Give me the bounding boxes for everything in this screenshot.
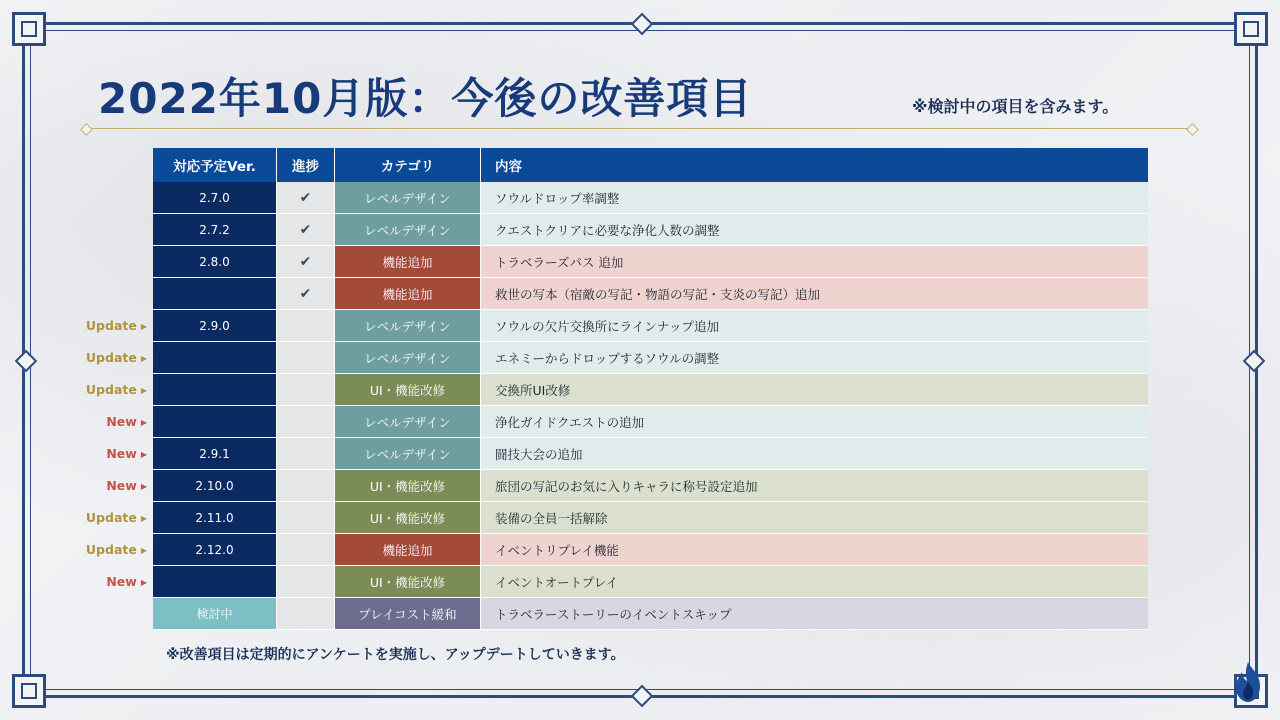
progress-cell — [277, 502, 335, 534]
arrow-right-icon: ▶ — [140, 418, 147, 427]
table-row — [153, 310, 1148, 342]
version-cell: 2.9.0 — [153, 310, 277, 342]
table-row — [153, 470, 1148, 502]
status-tag — [72, 350, 147, 365]
category-cell: レベルデザイン — [335, 310, 481, 342]
header-category: カテゴリ — [335, 148, 481, 182]
content-cell: 闘技大会の追加 — [481, 438, 1148, 470]
progress-cell — [277, 598, 335, 630]
table-row — [153, 342, 1148, 374]
version-cell — [153, 374, 277, 406]
category-cell: レベルデザイン — [335, 214, 481, 246]
category-cell: レベルデザイン — [335, 438, 481, 470]
progress-cell — [277, 470, 335, 502]
table-row — [153, 534, 1148, 566]
version-cell — [153, 278, 277, 310]
table-body — [153, 182, 1148, 630]
arrow-right-icon: ▶ — [140, 450, 147, 459]
progress-cell — [277, 342, 335, 374]
content-cell: 浄化ガイドクエストの追加 — [481, 406, 1148, 438]
table-row — [153, 438, 1148, 470]
progress-cell: ✔ — [277, 246, 335, 278]
version-cell: 検討中 — [153, 598, 277, 630]
arrow-right-icon: ▶ — [140, 386, 147, 395]
status-tag-label: Update — [85, 318, 137, 333]
table-row — [153, 246, 1148, 278]
improvement-table — [153, 148, 1148, 630]
table-row — [153, 598, 1148, 630]
status-tag — [72, 382, 147, 397]
progress-cell — [277, 374, 335, 406]
category-cell: レベルデザイン — [335, 182, 481, 214]
table-row — [153, 374, 1148, 406]
content-cell: ソウルドロップ率調整 — [481, 182, 1148, 214]
version-cell: 2.12.0 — [153, 534, 277, 566]
progress-cell — [277, 438, 335, 470]
category-cell: レベルデザイン — [335, 406, 481, 438]
category-cell: レベルデザイン — [335, 342, 481, 374]
status-tag-label: Update — [85, 382, 137, 397]
status-tag-label: New — [106, 414, 137, 429]
status-tag — [72, 318, 147, 333]
arrow-right-icon: ▶ — [140, 514, 147, 523]
arrow-right-icon: ▶ — [140, 578, 147, 587]
arrow-right-icon: ▶ — [140, 482, 147, 491]
progress-cell — [277, 534, 335, 566]
content-cell: 旅団の写記のお気に入りキャラに称号設定追加 — [481, 470, 1148, 502]
status-tag-label: Update — [85, 350, 137, 365]
progress-cell: ✔ — [277, 182, 335, 214]
category-cell: プレイコスト緩和 — [335, 598, 481, 630]
table-row — [153, 214, 1148, 246]
version-cell — [153, 406, 277, 438]
footer-note: ※改善項目は定期的にアンケートを実施し、アップデートしていきます。 — [166, 647, 625, 663]
content-cell: 救世の写本（宿敵の写記・物語の写記・支炎の写記）追加 — [481, 278, 1148, 310]
progress-cell — [277, 406, 335, 438]
header-note: ※検討中の項目を含みます。 — [912, 97, 1119, 116]
table-row — [153, 406, 1148, 438]
status-tag — [72, 574, 147, 589]
content-cell: ソウルの欠片交換所にラインナップ追加 — [481, 310, 1148, 342]
arrow-right-icon: ▶ — [140, 354, 147, 363]
content-cell: エネミーからドロップするソウルの調整 — [481, 342, 1148, 374]
status-tag — [72, 510, 147, 525]
category-cell: 機能追加 — [335, 534, 481, 566]
version-cell: 2.7.0 — [153, 182, 277, 214]
category-cell: UI・機能改修 — [335, 566, 481, 598]
status-tag-label: New — [106, 478, 137, 493]
status-tag-label: New — [106, 446, 137, 461]
corner-ornament — [12, 12, 46, 46]
header-content: 内容 — [495, 159, 522, 175]
table-row — [153, 278, 1148, 310]
content-cell: トラベラーストーリーのイベントスキップ — [481, 598, 1148, 630]
progress-cell: ✔ — [277, 278, 335, 310]
title-divider — [90, 128, 1190, 129]
corner-ornament — [1234, 12, 1268, 46]
progress-cell — [277, 310, 335, 342]
version-cell — [153, 566, 277, 598]
category-cell: UI・機能改修 — [335, 374, 481, 406]
content-cell: 装備の全員一括解除 — [481, 502, 1148, 534]
status-tag-label: Update — [85, 510, 137, 525]
category-cell: UI・機能改修 — [335, 470, 481, 502]
content-cell: イベントオートプレイ — [481, 566, 1148, 598]
progress-cell — [277, 566, 335, 598]
arrow-right-icon: ▶ — [140, 322, 147, 331]
status-tag — [72, 542, 147, 557]
status-tag-label: Update — [85, 542, 137, 557]
header-progress: 進捗 — [277, 148, 335, 182]
version-cell: 2.7.2 — [153, 214, 277, 246]
status-tag — [72, 478, 147, 493]
category-cell: UI・機能改修 — [335, 502, 481, 534]
version-cell: 2.10.0 — [153, 470, 277, 502]
flame-logo-icon — [1230, 660, 1266, 704]
table-row — [153, 566, 1148, 598]
status-tag-label: New — [106, 574, 137, 589]
table-row — [153, 502, 1148, 534]
status-tag — [72, 414, 147, 429]
category-cell: 機能追加 — [335, 278, 481, 310]
status-tag — [72, 446, 147, 461]
version-cell: 2.8.0 — [153, 246, 277, 278]
table-row — [153, 182, 1148, 214]
version-cell — [153, 342, 277, 374]
arrow-right-icon: ▶ — [140, 546, 147, 555]
content-cell: トラベラーズパス 追加 — [481, 246, 1148, 278]
table-header-row — [153, 148, 1148, 182]
header-version: 対応予定Ver. — [153, 148, 277, 182]
content-cell: クエストクリアに必要な浄化人数の調整 — [481, 214, 1148, 246]
version-cell: 2.9.1 — [153, 438, 277, 470]
version-cell: 2.11.0 — [153, 502, 277, 534]
category-cell: 機能追加 — [335, 246, 481, 278]
content-cell: イベントリプレイ機能 — [481, 534, 1148, 566]
progress-cell: ✔ — [277, 214, 335, 246]
content-cell: 交換所UI改修 — [481, 374, 1148, 406]
corner-ornament — [12, 674, 46, 708]
page-title: 2022年10月版：今後の改善項目 — [98, 74, 753, 123]
